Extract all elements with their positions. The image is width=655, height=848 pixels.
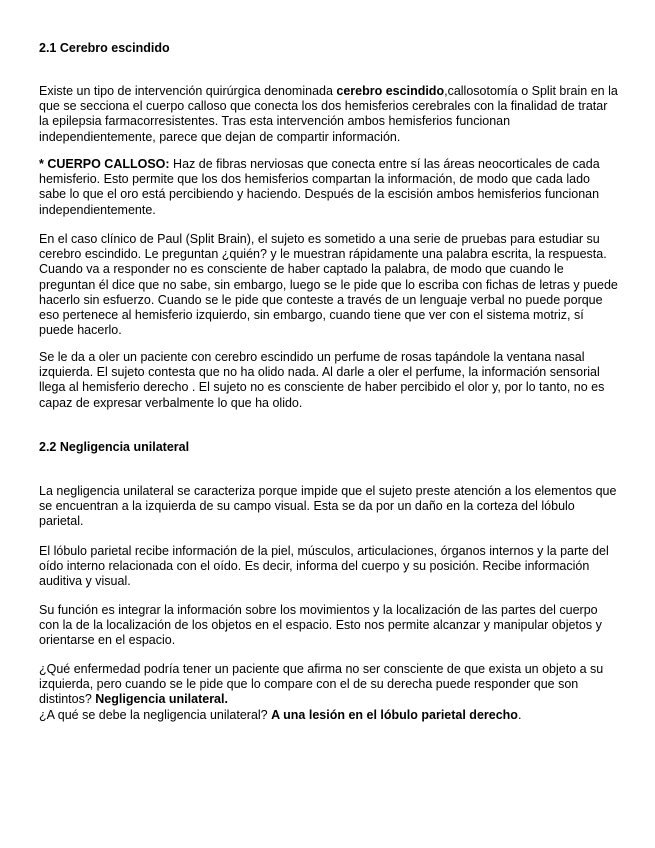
bold-term: cerebro escindido [336, 84, 445, 98]
section-heading-cerebro-escindido: 2.1 Cerebro escindido [39, 41, 170, 55]
text-run: ,callosotomía o Split brain en la que se secciona el cuerpo calloso que conecta los dos hemisferios cerebrales con la finalidad de tratar la epilepsia farmacorresistentes. Tras esta intervención ambos hemisferios funcionan independientemente, parece que dejan de compartir información. [39, 84, 618, 144]
answer-text: Negligencia unilateral. [95, 692, 228, 707]
text-run: Existe un tipo de intervención quirúrgica denominada [39, 84, 337, 98]
question-text: ¿A qué se debe la negligencia unilateral? [39, 707, 272, 722]
paragraph-negligencia-definicion: La negligencia unilateral se caracteriza porque impide que el sujeto preste atención a los elementos que se encuentran a la izquierda de su campo visual. Esta se da por un daño en la corteza del lóbulo parietal. [39, 484, 617, 529]
paragraph-intro-split-brain [39, 84, 619, 145]
bold-term: * CUERPO CALLOSO: [39, 157, 170, 171]
paragraph-funcion-integracion: Su función es integrar la información sobre los movimientos y la localización de las partes del cuerpo con la de la localización de los objetos en el espacio. Esto nos permite alcanzar y manipular objetos y orientarse en el espacio. [39, 603, 602, 648]
paragraph-cuerpo-calloso [39, 157, 619, 218]
paragraph-preguntas [39, 662, 619, 723]
question-text: ¿Qué enfermedad podría tener un paciente que afirma no ser consciente de que exista un objeto a su izquierda, pero cuando se le pide que lo compare con el de su derecha puede responder que son distintos? [39, 662, 604, 707]
paragraph-caso-paul: En el caso clínico de Paul (Split Brain), el sujeto es sometido a una serie de pruebas para estudiar su cerebro escindido. Le preguntan ¿quién? y le muestran rápidamente una palabra escrita, la respuesta. Cuando va a responder no es consciente de haber captado la palabra, de modo que cuando le preguntan él dice que no sabe, sin embargo, luego se le pide que lo escriba con fichas de letras y puede hacerlo sin esfuerzo. Cuando se le pide que conteste a través de un lenguaje verbal no puede porque eso pertenece al hemisferio izquierdo, sin embargo, cuando tiene que ver con el sistema motriz, sí puede hacerlo. [39, 232, 618, 338]
text-run: Haz de fibras nerviosas que conecta entre sí las áreas neocorticales de cada hemisferio. Esto permite que los dos hemisferios compartan la información, de modo que cada lado sabe lo que el oro está percibiendo y haciendo. Después de la escisión ambos hemisferios funcionan independientemente. [39, 157, 600, 217]
text-run: . [517, 707, 522, 722]
answer-text: A una lesión en el lóbulo parietal derecho [271, 707, 518, 722]
section-heading-negligencia-unilateral: 2.2 Negligencia unilateral [39, 440, 190, 454]
paragraph-perfume-rosas: Se le da a oler un paciente con cerebro escindido un perfume de rosas tapándole la ventana nasal izquierda. El sujeto contesta que no ha olido nada. Al darle a oler el perfume, la información sensorial llega al hemisferio derecho . El sujeto no es consciente de haber percibido el olor y, por lo tanto, no es capaz de expresar verbalmente lo que ha olido. [39, 350, 605, 410]
paragraph-lobulo-parietal: El lóbulo parietal recibe información de la piel, músculos, articulaciones, órganos internos y la parte del oído interno relacionada con el oído. Es decir, informa del cuerpo y su posición. Recibe información auditiva y visual. [39, 544, 609, 589]
